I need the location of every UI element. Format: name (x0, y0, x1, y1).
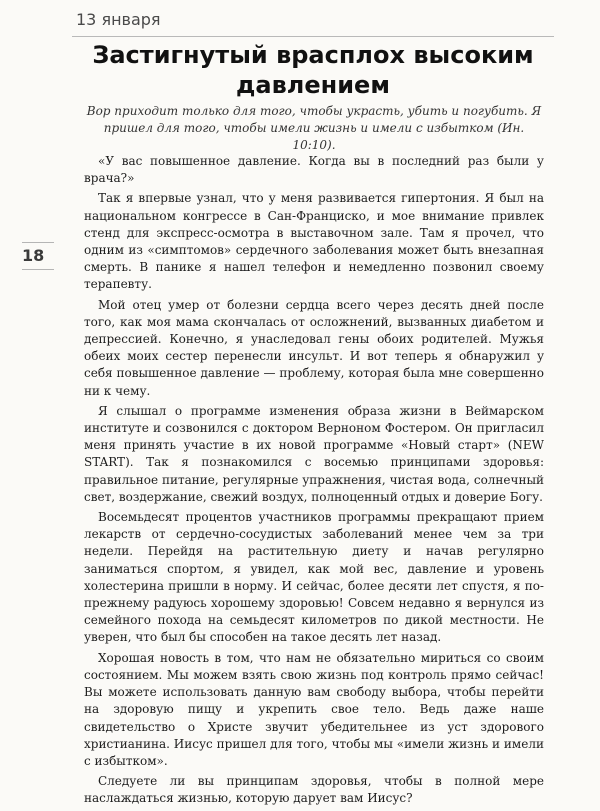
epigraph: Вор приходит только для того, чтобы украсть, убить и погубить. Я пришел для того, чтобы имели жизнь и имели с избытком (Ин. 10:10). (86, 104, 542, 152)
paragraph: Хорошая новость в том, что нам не обязательно мириться со своим состоянием. Мы можем взять свою жизнь под контроль прямо сейчас! Вы можете использовать данную вам свободу выбора, чтобы перейти на здоровую пищу и укрепить свое тело. Ведь даже наше свидетельство о Христе звучит убедительнее из уст здорового христианина. Иисус пришел для того, чтобы мы «имели жизнь и имели с избытком». (84, 650, 544, 768)
page-number-rule-bottom (22, 269, 54, 270)
paragraph: Так я впервые узнал, что у меня развивается гипертония. Я был на национальном конгрессе в Сан-Франциско, и мое внимание привлек стенд для экспресс-осмотра в выставочном зале. Там я прочел, что одним из «симптомов» сердечного заболевания может быть внезапная смерть. В панике я нашел телефон и немедленно позвонил своему терапевту. (84, 191, 544, 292)
body-text (84, 153, 544, 811)
paragraph: Мой отец умер от болезни сердца всего через десять дней после того, как моя мама скончалась от осложнений, вызванных диабетом и депрессией. Конечно, я унаследовал гены обоих родителей. Мужья обеих моих сестер перенесли инсульт. И вот теперь я обнаружил у себя повышенное давление — проблему, которая была мне совершенно ни к чему. (84, 297, 544, 398)
paragraph: «У вас повышенное давление. Когда вы в последний раз были у врача?» (84, 154, 544, 186)
header-divider (72, 36, 554, 37)
date-header: 13 января (76, 10, 161, 29)
paragraph: Я слышал о программе изменения образа жизни в Веймарском институте и созвонился с доктором Верноном Фостером. Он пригласил меня принять участие в их новой программе «Новый старт» (NEW START). Так я познакомился с восемью принципами здоровья: правильное питание, регулярные упражнения, чистая вода, солнечный свет, воздержание, свежий воздух, полноценный отдых и доверие Богу. (84, 403, 544, 504)
page-title: Застигнутый врасплох высоким давлением (92, 41, 534, 99)
paragraph: Следуете ли вы принципам здоровья, чтобы в полной мере наслаждаться жизнью, которую дарует вам Иисус? (84, 774, 544, 806)
paragraph: Восемьдесят процентов участников программы прекращают прием лекарств от сердечно-сосудистых заболеваний менее чем за три недели. Перейдя на растительную диету и начав регулярно заниматься спортом, я увидел, как мой вес, давление и уровень холестерина пришли в норму. И сейчас, более десяти лет спустя, я по-прежнему радуюсь хорошему здоровью! Совсем недавно я вернулся из семейного похода на семьдесят километров по дикой местности. Не уверен, что был бы способен на такое десять лет назад. (84, 510, 544, 645)
page-number-rule-top (22, 242, 54, 243)
page-number: 18 (22, 246, 45, 265)
